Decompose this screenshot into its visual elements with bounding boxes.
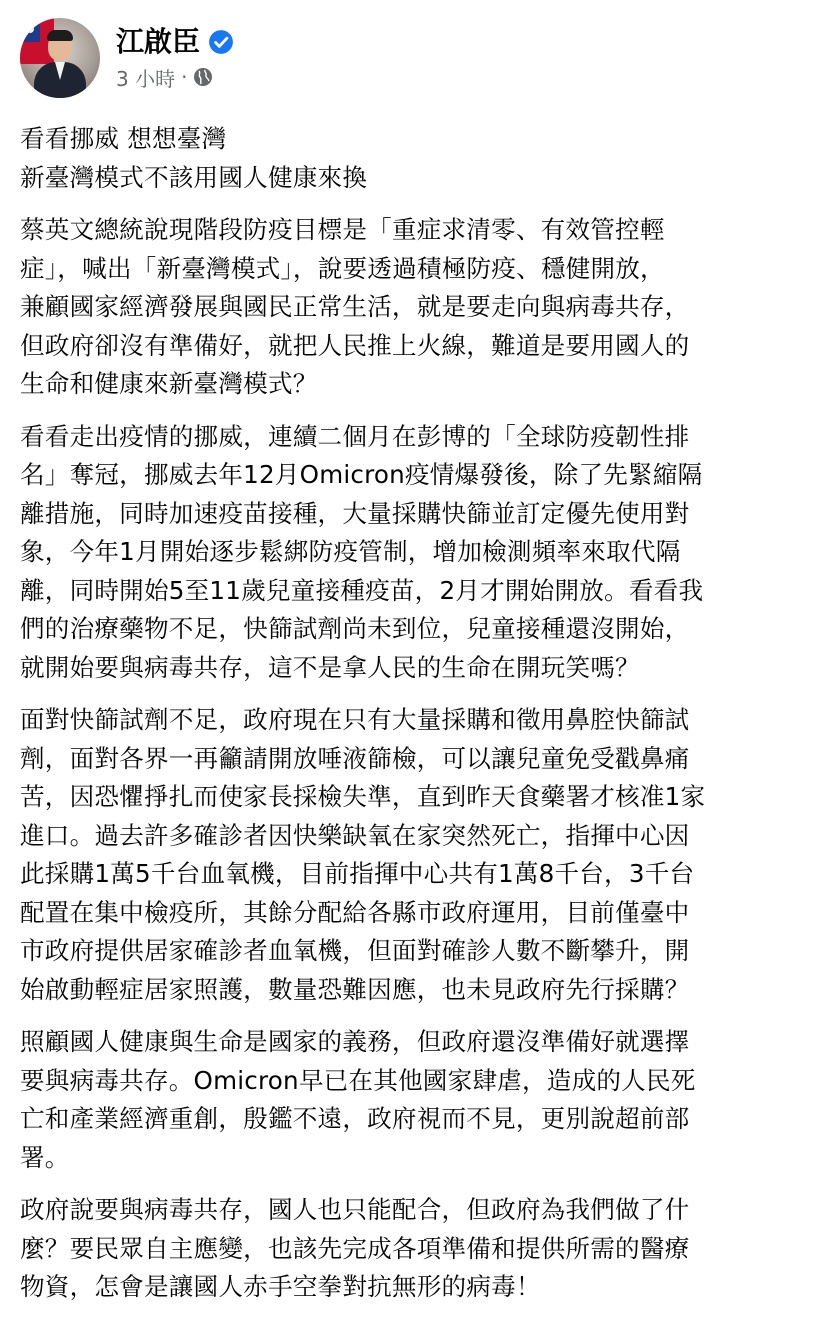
- post-meta: [116, 25, 234, 92]
- text-line: 看看走出疫情的挪威，連續二個月在彭博的「全球防疫韌性排: [20, 421, 690, 451]
- text-line: 象，今年1月開始逐步鬆綁防疫管制，增加檢測頻率來取代隔: [20, 537, 681, 566]
- text-line: 要與病毒共存。Omicron早已在其他國家肆虐，造成的人民死: [20, 1065, 696, 1095]
- text-line: 劑，面對各界一再籲請開放唾液篩檢，可以讓兒童免受戳鼻痛: [20, 743, 690, 773]
- text-line: 苦，因恐懼掙扎而使家長採檢失準，直到昨天食藥署才核准1家: [20, 782, 706, 811]
- paragraph: [20, 211, 810, 404]
- text-line: 進口。過去許多確診者因快樂缺氧在家突然死亡，指揮中心因: [20, 820, 690, 850]
- text-line: 兼顧國家經濟發展與國民正常生活，就是要走向與病毒共存，: [20, 292, 690, 321]
- text-line: 但政府卻沒有準備好，就把人民推上火線，難道是要用國人的: [20, 330, 690, 360]
- globe-icon[interactable]: [193, 67, 213, 87]
- text-line: 麼？要民眾自主應變，也該先完成各項準備和提供所需的醫療: [20, 1233, 690, 1263]
- text-line: 照顧國人健康與生命是國家的義務，但政府還沒準備好就選擇: [20, 1027, 690, 1056]
- text-line: 名」奪冠，挪威去年12月Omicron疫情爆發後，除了先緊縮隔: [20, 460, 703, 489]
- text-line: 就開始要與病毒共存，這不是拿人民的生命在開玩笑嗎？: [20, 652, 640, 682]
- post-body: [20, 120, 810, 1321]
- verified-badge-icon: [208, 29, 234, 55]
- text-line: 蔡英文總統說現階段防疫目標是「重症求清零、有效管控輕: [20, 215, 665, 244]
- hair-shape: [47, 30, 73, 41]
- time-row: [116, 63, 234, 92]
- title-line: 看看挪威 想想臺灣: [20, 124, 227, 153]
- text-line: 面對快篩試劑不足，政府現在只有大量採購和徵用鼻腔快篩試: [20, 705, 690, 734]
- text-line: 市政府提供居家確診者血氧機，但面對確診人數不斷攀升，開: [20, 936, 690, 965]
- text-line: 們的治療藥物不足，快篩試劑尚未到位，兒童接種還沒開始，: [20, 614, 690, 643]
- post-header: [20, 16, 234, 100]
- paragraph: [20, 1023, 810, 1177]
- text-line: 離，同時開始5至11歲兒童接種疫苗，2月才開始開放。看看我: [20, 575, 704, 605]
- author-name[interactable]: 江啟臣: [116, 24, 201, 58]
- post-title: [20, 120, 810, 197]
- text-line: 亡和產業經濟重創，殷鑑不遠，政府視而不見，更別說超前部: [20, 1104, 690, 1133]
- name-row: [116, 25, 234, 59]
- post-time[interactable]: 3 小時: [116, 66, 176, 91]
- separator-dot: ·: [181, 65, 188, 89]
- text-line: 署。: [20, 1142, 70, 1172]
- text-line: 始啟動輕症居家照護，數量恐難因應，也未見政府先行採購？: [20, 974, 690, 1004]
- text-line: 政府說要與病毒共存，國人也只能配合，但政府為我們做了什: [20, 1195, 690, 1224]
- text-line: 離措施，同時加速疫苗接種，大量採購快篩並訂定優先使用對: [20, 498, 690, 528]
- paragraph: [20, 701, 810, 1009]
- text-line: 症」，喊出「新臺灣模式」，說要透過積極防疫、穩健開放，: [20, 253, 665, 283]
- text-line: 配置在集中檢疫所，其餘分配給各縣市政府運用，目前僅臺中: [20, 897, 690, 927]
- title-line: 新臺灣模式不該用國人健康來換: [20, 162, 368, 192]
- paragraph: [20, 418, 810, 688]
- text-line: 生命和健康來新臺灣模式？: [20, 369, 318, 398]
- text-line: 物資，怎會是讓國人赤手空拳對抗無形的病毒！: [20, 1272, 541, 1301]
- paragraph: [20, 1191, 810, 1307]
- avatar[interactable]: [20, 18, 100, 98]
- text-line: 此採購1萬5千台血氧機，目前指揮中心共有1萬8千台，3千台: [20, 859, 695, 888]
